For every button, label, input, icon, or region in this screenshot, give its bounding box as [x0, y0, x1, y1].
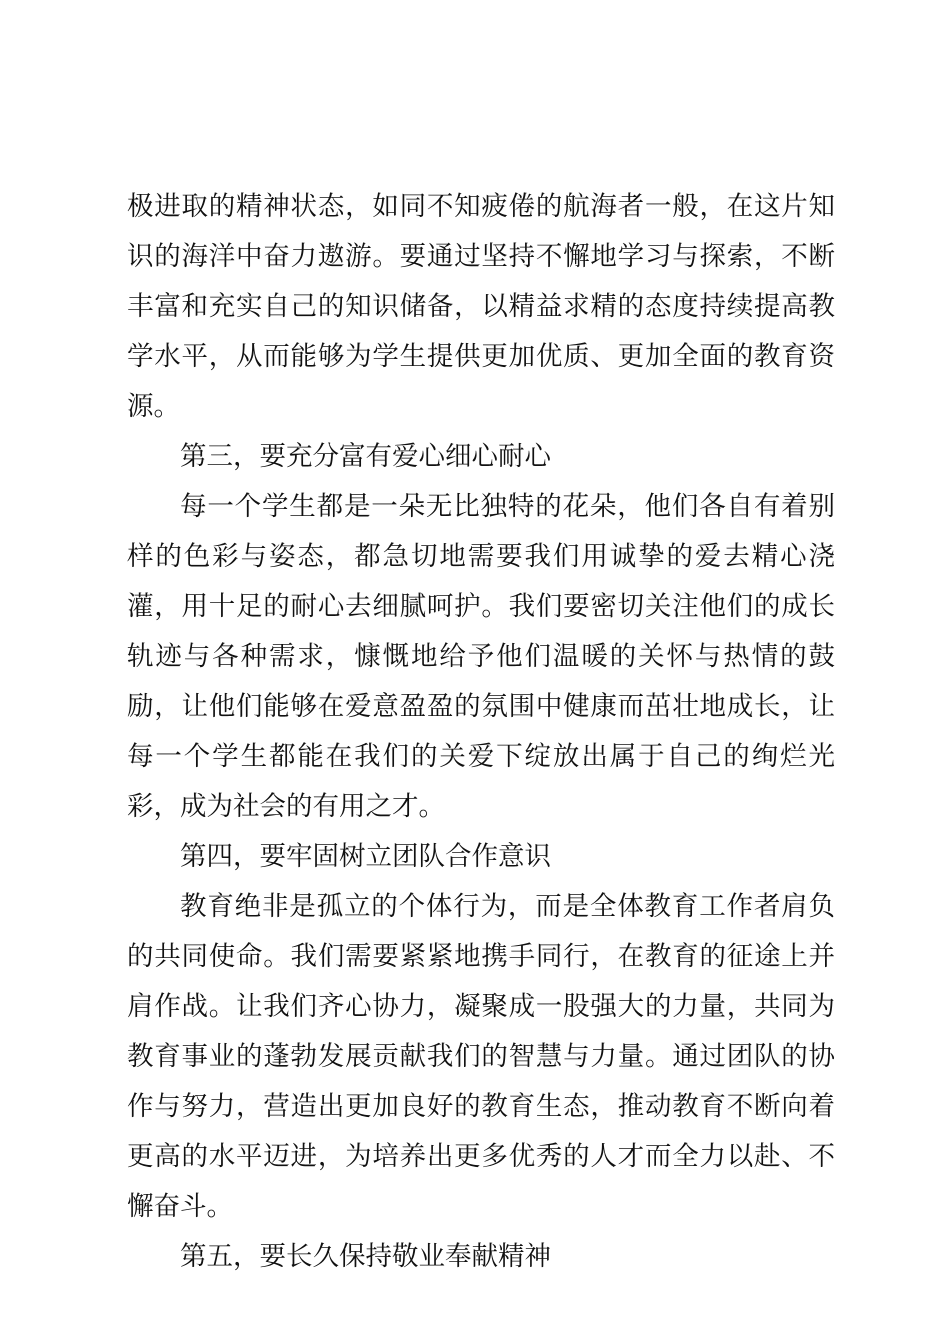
- section-heading-third: 第三，要充分富有爱心细心耐心: [180, 441, 551, 472]
- paragraph-continuation: 极进取的精神状态，如同不知疲倦的航海者一般，在这片知识的海洋中奋力遨游。要通过坚持不懈地学习与探索，不断丰富和充实自己的知识储备，以精益求精的态度持续提高教学水平，从而能够为学生提供更加优质、更加全面的教育资源。: [127, 191, 835, 422]
- paragraph-fourth-body: 教育绝非是孤立的个体行为，而是全体教育工作者肩负的共同使命。我们需要紧紧地携手同行，在教育的征途上并肩作战。让我们齐心协力，凝聚成一股强大的力量，共同为教育事业的蓬勃发展贡献我们的智慧与力量。通过团队的协作与努力，营造出更加良好的教育生态，推动教育不断向着更高的水平迈进，为培养出更多优秀的人才而全力以赴、不懈奋斗。: [127, 891, 835, 1222]
- paragraph-third-body: 每一个学生都是一朵无比独特的花朵，他们各自有着别样的色彩与姿态，都急切地需要我们用诚挚的爱去精心浇灌，用十足的耐心去细腻呵护。我们要密切关注他们的成长轨迹与各种需求，慷慨地给予他们温暖的关怀与热情的鼓励，让他们能够在爱意盈盈的氛围中健康而茁壮地成长，让每一个学生都能在我们的关爱下绽放出属于自己的绚烂光彩，成为社会的有用之才。: [127, 491, 835, 822]
- document-body: [127, 182, 835, 1282]
- section-heading-fifth: 第五，要长久保持敬业奉献精神: [180, 1241, 551, 1272]
- section-heading-fourth: 第四，要牢固树立团队合作意识: [180, 841, 551, 872]
